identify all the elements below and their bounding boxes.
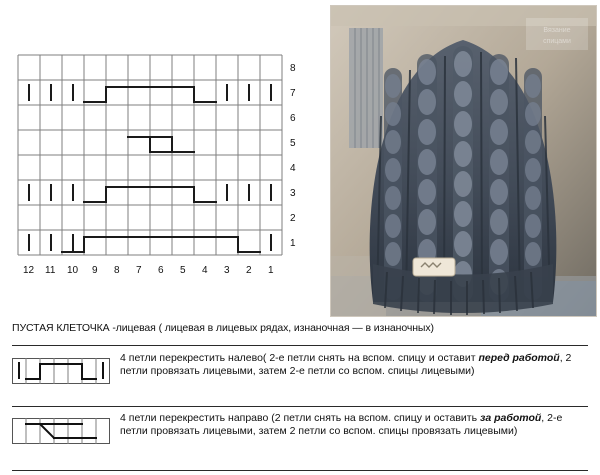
col-label-4: 4 [202, 265, 208, 276]
row-label-5: 5 [290, 138, 296, 149]
row-label-1: 1 [290, 238, 296, 249]
legend-empty-cell: ПУСТАЯ КЛЕТОЧКА -лицевая ( лицевая в лицевых рядах, изнаночная — в изнаночных) [12, 322, 434, 334]
cross-right-part1: 4 петли перекрестить направо (2 петли снять на вспом. спицу и оставить [120, 412, 480, 424]
col-label-6: 6 [158, 265, 164, 276]
row-label-3: 3 [290, 188, 296, 199]
hat-illustration [331, 6, 596, 316]
symbol-cross-left [12, 358, 110, 384]
cross-left-emph: перед работой [478, 352, 560, 364]
divider-bottom [12, 470, 588, 471]
col-label-11: 11 [45, 265, 56, 276]
divider-middle [12, 406, 588, 407]
svg-text:спицами: спицами [543, 38, 571, 45]
col-label-10: 10 [67, 265, 79, 276]
col-label-9: 9 [92, 265, 98, 276]
instruction-text-cross-right [120, 412, 588, 438]
row-label-8: 8 [290, 63, 296, 74]
divider-top [12, 345, 588, 346]
col-label-5: 5 [180, 265, 186, 276]
svg-text:Вязание: Вязание [543, 27, 571, 34]
col-label-2: 2 [246, 265, 252, 276]
cross-right-emph: за работой [479, 412, 542, 424]
stitch-chart [10, 30, 320, 280]
col-label-8: 8 [114, 265, 120, 276]
chart-svg [10, 30, 320, 280]
instruction-text-cross-left [120, 352, 588, 378]
row-label-2: 2 [290, 213, 296, 224]
cross-left-part2: , 2 петли провязать лицевыми, затем 2-е петли со вспом. спицы лицевыми) [120, 352, 572, 377]
instruction-row-cross-left [12, 352, 588, 384]
col-label-1: 1 [268, 265, 274, 276]
row-label-7: 7 [290, 88, 296, 99]
cross-right-part2: , 2-е петли провязать лицевыми, затем 2 петли со вспом. спицы провязать лицевыми) [120, 412, 563, 437]
instruction-row-cross-right [12, 412, 588, 444]
row-label-4: 4 [290, 163, 296, 174]
col-label-12: 12 [23, 265, 35, 276]
col-label-7: 7 [136, 265, 142, 276]
symbol-cross-right [12, 418, 110, 444]
knitted-hat-photo [330, 5, 597, 317]
col-label-3: 3 [224, 265, 230, 276]
cross-left-part1: 4 петли перекрестить налево( 2-е петли снять на вспом. спицу и оставит [120, 352, 479, 364]
row-label-6: 6 [290, 113, 296, 124]
